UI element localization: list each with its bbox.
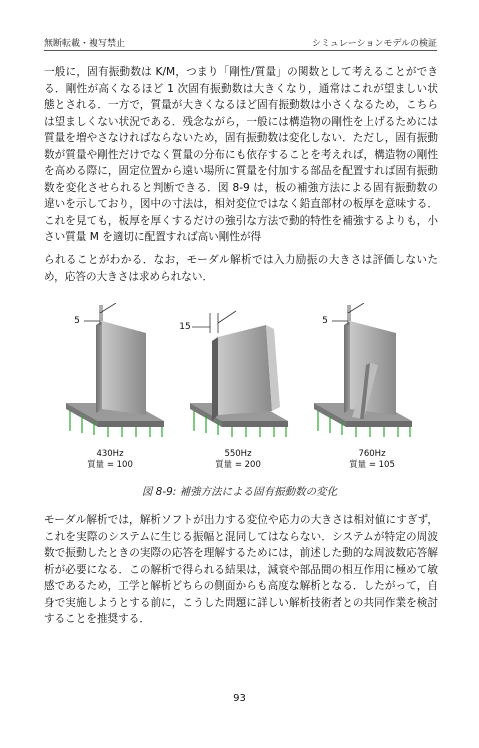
dimension-label-3: 5	[322, 316, 328, 326]
dimension-label-2: 15	[179, 322, 191, 332]
paragraph-intro: 一般に，固有振動数は K/M，つまり「剛性/質量」の関数として考えることができる．剛性が高くなるほど 1 次固有振動数は大きくなり，通常はこれが望ましい状態とされる．一方で，質量が大きくなるほど固有振動数は小さくなるため，こちらは望ましくない状況である．残念ながら，一般には構造物の剛性を上げるためには質量を増やさなければならないため，固有振動数は変化しない．ただし，固有振動数が質量や剛性だけでなく質量の分布にも依存することを考えれば，構造物の剛性を高める際に，固定位置から遠い場所に質量を付加する部品を配置すれば固有振動数を変化させられると判断できる．図 8-9 は，板の補強方法による固有振動数の違いを示しており，図中の寸法は，相対変位ではなく鉛直部材の板厚を意味する．これを見ても，板厚を厚くするだけの強引な方法で動的特性を補強するよりも，小さい質量 M を適切に配置すれば高い剛性が得	[44, 66, 438, 243]
model-2-frequency: 550Hz	[224, 449, 252, 459]
page-number: 93	[233, 693, 246, 704]
paragraph-modal-note: られることがわかる．なお，モーダル解析では入力励振の大きさは評価しないため，応答の大きさは求められない．	[44, 254, 438, 283]
model-1-mass: 質量 = 100	[87, 460, 133, 470]
figure-8-9	[60, 303, 432, 483]
figure-caption: 図 8-9: 補強方法による固有振動数の変化	[141, 486, 338, 498]
running-header-left: 無断転載・複写禁止	[44, 39, 126, 49]
model-thick-plate	[190, 311, 288, 437]
dimension-label-1: 5	[74, 316, 80, 326]
running-header-right: シミュレーションモデルの検証	[311, 39, 437, 49]
header-rule	[44, 50, 437, 51]
model-1-frequency: 430Hz	[96, 449, 124, 459]
model-2-mass: 質量 = 200	[215, 460, 261, 470]
model-3-frequency: 760Hz	[358, 449, 386, 459]
paragraph-modal-analysis: モーダル解析では，解析ソフトが出力する変位や応力の大きさは相対値にすぎず，これを実際のシステムに生じる振幅と混同してはならない．システムが特定の周波数で振動したときの実際の応答を理解するためには，前述した動的な周波数応答解析が必要になる．この解析で得られる結果は，減衰や部品間の相互作用に極めて敏感であるため，工学と解析どちらの側面からも高度な解析となる．したがって，自身で実施しようとする前に，こうした問題に詳しい解析技術者との共同作業を検討することを推奨する．	[44, 514, 438, 625]
model-3-mass: 質量 = 105	[349, 460, 395, 470]
